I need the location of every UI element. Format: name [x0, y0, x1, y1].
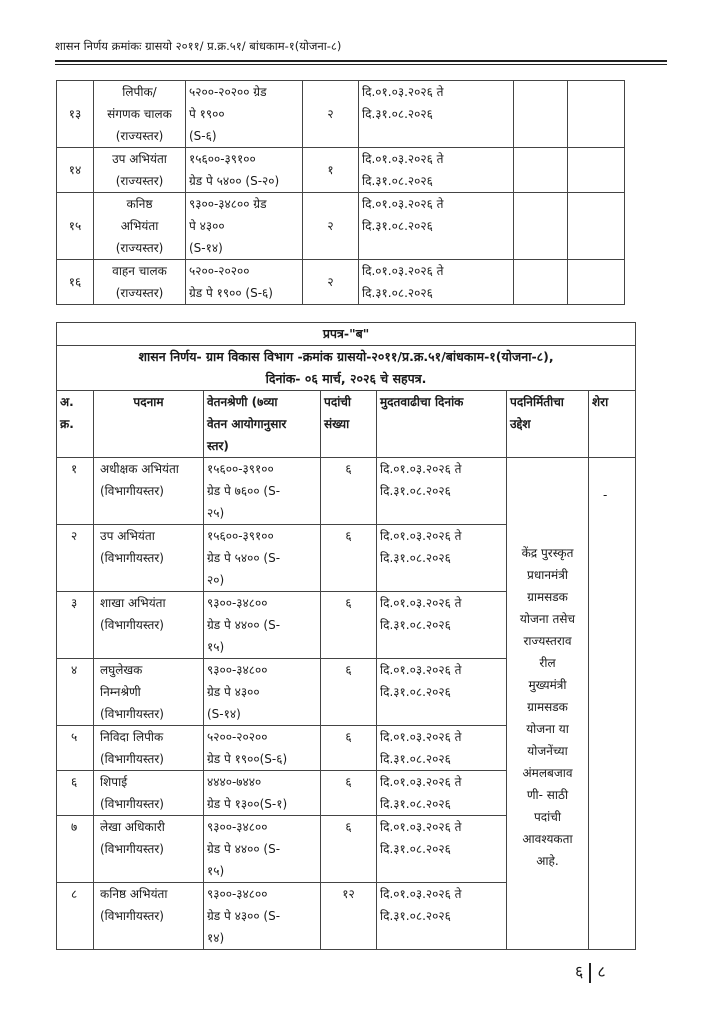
- post-name-cell-line: संगणक चालक: [107, 107, 172, 121]
- extension-period-cell-line: दि.३१.०८.२०२६: [380, 618, 451, 632]
- col-header-count-line: पदांची: [324, 395, 352, 409]
- header-rule-thin: [55, 64, 667, 65]
- extension-period-cell: [377, 525, 507, 592]
- pay-scale-cell: [204, 726, 321, 771]
- pay-scale-cell-line: (S-१४): [207, 707, 241, 721]
- post-name-cell-line: (विभागीयस्तर): [100, 842, 164, 856]
- purpose-cell-line: अंमलबजाव: [522, 765, 573, 780]
- post-name-cell-line: लिपीक/: [122, 85, 157, 99]
- post-name-cell-line: कनिष्ठ अभियंता: [100, 887, 168, 901]
- extension-period-cell-line: दि.०१.०३.२०२६ ते: [380, 529, 462, 543]
- purpose-cell: [514, 81, 568, 148]
- post-name-cell-line: (विभागीयस्तर): [100, 707, 164, 721]
- pay-scale-cell-line: ग्रेड पे ४३००: [207, 685, 260, 699]
- post-count-cell: ६: [321, 659, 377, 726]
- post-name-cell-line: (राज्यस्तर): [115, 174, 164, 188]
- serial-cell: ३: [57, 592, 94, 659]
- pay-scale-cell-line: ९३००-३४८००: [207, 596, 268, 610]
- post-name-cell-line: लघुलेखक: [100, 663, 143, 677]
- pay-scale-cell: [204, 816, 321, 883]
- annexure-subheading: [57, 346, 636, 391]
- extension-period-cell: [377, 659, 507, 726]
- pay-scale-cell: [204, 883, 321, 950]
- page-number: [575, 960, 606, 983]
- post-count-cell: २: [303, 260, 359, 305]
- pay-scale-cell-line: ५२००-२०२०० ग्रेड: [189, 85, 267, 99]
- purpose-cell: [514, 260, 568, 305]
- post-count-cell: २: [303, 193, 359, 260]
- col-header-purpose: [507, 391, 589, 458]
- post-name-cell: [94, 816, 204, 883]
- pay-scale-cell-line: ग्रेड पे १९०० (S-६): [189, 286, 273, 300]
- post-name-cell: [94, 525, 204, 592]
- extension-period-cell: [359, 260, 514, 305]
- extension-period-cell-line: दि.०१.०३.२०२६ ते: [362, 264, 444, 278]
- post-name-cell: [94, 726, 204, 771]
- pay-scale-cell-line: ५२००-२०२००: [189, 264, 250, 278]
- col-header-remarks: शेरा: [589, 391, 636, 458]
- remarks-cell: [568, 81, 625, 148]
- serial-cell: १४: [57, 148, 94, 193]
- header-rule-thick: [55, 60, 667, 62]
- remarks-cell: -: [589, 458, 636, 950]
- post-count-cell: १: [303, 148, 359, 193]
- post-name-cell-line: शाखा अभियंता: [100, 596, 166, 610]
- pay-scale-cell-line: पे १९००: [189, 107, 225, 121]
- purpose-cell-line: पदांची: [533, 809, 562, 824]
- pay-scale-cell-line: ग्रेड पे ५४०० (S-: [207, 551, 281, 565]
- post-count-cell: ६: [321, 771, 377, 816]
- purpose-cell-line: रील: [539, 655, 556, 670]
- pay-scale-cell-line: ग्रेड पे ७६०० (S-: [207, 484, 281, 498]
- post-count-cell: ६: [321, 525, 377, 592]
- serial-cell: ६: [57, 771, 94, 816]
- extension-period-cell-line: दि.०१.०३.२०२६ ते: [380, 820, 462, 834]
- table-row: [57, 148, 625, 193]
- col-header-extension-date: मुदतवाढीचा दिनांक: [377, 391, 507, 458]
- post-name-cell-line: (विभागीयस्तर): [100, 797, 164, 811]
- pay-scale-cell-line: ९३००-३४८००: [207, 663, 268, 677]
- remarks-cell: [568, 193, 625, 260]
- extension-period-cell: [359, 81, 514, 148]
- extension-period-cell: [377, 726, 507, 771]
- post-count-cell: ६: [321, 592, 377, 659]
- post-name-cell: [94, 659, 204, 726]
- post-name-cell: [94, 148, 186, 193]
- extension-period-cell-line: दि.३१.०८.२०२६: [380, 752, 451, 766]
- serial-cell: १५: [57, 193, 94, 260]
- post-count-cell: ६: [321, 726, 377, 771]
- extension-period-cell-line: दि.३१.०८.२०२६: [380, 685, 451, 699]
- post-name-cell-line: (विभागीयस्तर): [100, 618, 164, 632]
- serial-cell: १३: [57, 81, 94, 148]
- pay-scale-cell-line: पे ४३००: [189, 219, 225, 233]
- post-name-cell: [94, 458, 204, 525]
- extension-period-cell-line: दि.३१.०८.२०२६: [362, 107, 433, 121]
- extension-period-cell-line: दि.०१.०३.२०२६ ते: [362, 197, 444, 211]
- annexure-b-table: [56, 322, 636, 950]
- purpose-cell-line: आहे.: [536, 853, 559, 868]
- pay-scale-cell-line: ५२००-२०२००: [207, 730, 268, 744]
- table-row: [57, 81, 625, 148]
- post-name-cell: [94, 81, 186, 148]
- table-row: [57, 260, 625, 305]
- col-header-pay-line: स्तर): [207, 439, 229, 453]
- serial-cell: ७: [57, 816, 94, 883]
- pay-scale-cell-line: ९३००-३४८००: [207, 820, 268, 834]
- post-name-cell-line: शिपाई: [100, 775, 128, 789]
- extension-period-cell: [359, 193, 514, 260]
- extension-period-cell: [377, 816, 507, 883]
- col-header-pay-line: वेतन आयोगानुसार: [207, 417, 287, 431]
- purpose-cell-line: आवश्यकता: [522, 831, 573, 846]
- extension-period-cell-line: दि.०१.०३.२०२६ ते: [380, 462, 462, 476]
- pay-scale-cell-line: ग्रेड पे १३००(S-१): [207, 797, 288, 811]
- col-header-post: पदनाम: [94, 391, 204, 458]
- purpose-cell: [514, 148, 568, 193]
- col-header-count-line: संख्या: [324, 417, 350, 431]
- pay-scale-cell-line: ४४४०-७४४०: [207, 775, 262, 789]
- serial-cell: ४: [57, 659, 94, 726]
- pay-scale-cell: [186, 81, 303, 148]
- post-name-cell-line: लेखा अधिकारी: [100, 820, 165, 834]
- post-name-cell-line: अभियंता: [120, 219, 159, 233]
- post-name-cell: [94, 771, 204, 816]
- pay-scale-cell-line: ९३००-३४८००: [207, 887, 268, 901]
- post-name-cell-line: निविदा लिपीक: [100, 730, 164, 744]
- extension-period-cell-line: दि.३१.०८.२०२६: [362, 286, 433, 300]
- purpose-cell: [507, 458, 589, 950]
- col-header-serial: [57, 391, 94, 458]
- annexure-subheading-line-2: दिनांक- ०६ मार्च, २०२६ चे सहपत्र.: [265, 371, 427, 386]
- post-count-cell: २: [303, 81, 359, 148]
- post-name-cell: [94, 883, 204, 950]
- extension-period-cell-line: दि.०१.०३.२०२६ ते: [380, 775, 462, 789]
- col-header-purpose-line: उद्देश: [510, 417, 531, 431]
- pay-scale-cell: [186, 193, 303, 260]
- remarks-cell: [568, 260, 625, 305]
- pay-scale-cell-line: १५): [207, 640, 225, 654]
- pay-scale-cell-line: २०): [207, 573, 225, 587]
- post-count-cell: १२: [321, 883, 377, 950]
- purpose-cell-line: मुख्यमंत्री: [528, 677, 567, 692]
- page-total: ८: [597, 962, 606, 981]
- post-count-cell: ६: [321, 816, 377, 883]
- col-header-pay-line: वेतनश्रेणी (७व्या: [207, 395, 278, 409]
- extension-period-cell-line: दि.०१.०३.२०२६ ते: [380, 596, 462, 610]
- post-name-cell-line: (राज्यस्तर): [115, 241, 164, 255]
- pay-scale-cell-line: १५६००-३९१००: [189, 152, 256, 166]
- remarks-cell: [568, 148, 625, 193]
- extension-period-cell: [377, 458, 507, 525]
- post-name-cell-line: (विभागीयस्तर): [100, 484, 164, 498]
- extension-period-cell-line: दि.३१.०८.२०२६: [362, 174, 433, 188]
- extension-period-cell: [377, 592, 507, 659]
- post-name-cell: [94, 592, 204, 659]
- extension-period-cell: [359, 148, 514, 193]
- post-name-cell-line: कनिष्ठ: [126, 197, 153, 211]
- extension-period-cell-line: दि.०१.०३.२०२६ ते: [362, 152, 444, 166]
- pay-scale-cell: [204, 458, 321, 525]
- serial-cell: १: [57, 458, 94, 525]
- pay-scale-cell: [186, 260, 303, 305]
- pay-scale-cell: [186, 148, 303, 193]
- annexure-subheading-line-1: शासन निर्णय- ग्राम विकास विभाग -क्रमांक ग्रासयो-२०११/प्र.क्र.५१/बांधकाम-१(योजना-८),: [138, 349, 554, 364]
- purpose-cell-line: योजना तसेच: [519, 611, 576, 626]
- extension-period-cell-line: दि.३१.०८.२०२६: [380, 797, 451, 811]
- pay-scale-cell-line: १५६००-३९१००: [207, 462, 274, 476]
- purpose-cell-line: केंद्र पुरस्कृत: [521, 545, 574, 560]
- serial-cell: २: [57, 525, 94, 592]
- post-name-cell-line: (राज्यस्तर): [115, 286, 164, 300]
- serial-cell: १६: [57, 260, 94, 305]
- col-header-serial-line: अ.: [60, 395, 74, 409]
- post-name-cell-line: वाहन चालक: [112, 264, 167, 278]
- pay-scale-cell-line: ग्रेड पे १९००(S-६): [207, 752, 288, 766]
- extension-period-cell-line: दि.३१.०८.२०२६: [362, 219, 433, 233]
- post-name-cell-line: (राज्यस्तर): [115, 129, 164, 143]
- extension-period-cell-line: दि.३१.०८.२०२६: [380, 842, 451, 856]
- post-name-cell-line: निम्नश्रेणी: [100, 685, 141, 699]
- post-name-cell-line: (विभागीयस्तर): [100, 909, 164, 923]
- purpose-cell-line: ग्रामसडक: [527, 699, 568, 714]
- col-header-post-count: [321, 391, 377, 458]
- purpose-cell-line: प्रधानमंत्री: [527, 567, 568, 582]
- col-header-purpose-line: पदनिर्मितीचा: [510, 395, 564, 409]
- extension-period-cell-line: दि.०१.०३.२०२६ ते: [380, 887, 462, 901]
- post-name-cell-line: उप अभियंता: [112, 152, 167, 166]
- post-name-cell-line: (विभागीयस्तर): [100, 752, 164, 766]
- pay-scale-cell-line: ग्रेड पे ४४०० (S-: [207, 842, 281, 856]
- extension-period-cell: [377, 883, 507, 950]
- post-name-cell: [94, 193, 186, 260]
- post-name-cell: [94, 260, 186, 305]
- pay-scale-cell: [204, 525, 321, 592]
- post-name-cell-line: उप अभियंता: [100, 529, 155, 543]
- pay-scale-cell-line: ग्रेड पे ५४०० (S-२०): [189, 174, 280, 188]
- post-count-cell: ६: [321, 458, 377, 525]
- purpose-cell-line: योजनेंच्या: [527, 743, 568, 758]
- extension-period-cell: [377, 771, 507, 816]
- pay-scale-cell-line: (S-१४): [189, 241, 223, 255]
- pay-scale-cell-line: ग्रेड पे ४३०० (S-: [207, 909, 281, 923]
- extension-period-cell-line: दि.०१.०३.२०२६ ते: [380, 730, 462, 744]
- annexure-heading: प्रपत्र-"ब": [57, 323, 636, 346]
- pay-scale-cell-line: (S-६): [189, 129, 217, 143]
- purpose-cell-line: योजना या: [526, 721, 569, 736]
- table-row: [57, 458, 636, 525]
- post-name-cell-line: अधीक्षक अभियंता: [100, 462, 179, 476]
- col-header-serial-line: क्र.: [60, 417, 74, 431]
- page-separator: [589, 963, 591, 983]
- pay-scale-cell-line: २५): [207, 506, 225, 520]
- pay-scale-cell-line: ग्रेड पे ४४०० (S-: [207, 618, 281, 632]
- continued-post-table: [56, 80, 625, 305]
- document-header: शासन निर्णय क्रमांकः ग्रासयो २०११/ प्र.क्र.५१/ बांधकाम-१(योजना-८): [55, 39, 342, 53]
- extension-period-cell-line: दि.३१.०८.२०२६: [380, 484, 451, 498]
- table-row: [57, 193, 625, 260]
- extension-period-cell-line: दि.३१.०८.२०२६: [380, 909, 451, 923]
- pay-scale-cell: [204, 659, 321, 726]
- serial-cell: ५: [57, 726, 94, 771]
- serial-cell: ८: [57, 883, 94, 950]
- post-name-cell-line: (विभागीयस्तर): [100, 551, 164, 565]
- purpose-cell-line: णी- साठी: [526, 787, 569, 802]
- extension-period-cell-line: दि.०१.०३.२०२६ ते: [362, 85, 444, 99]
- pay-scale-cell-line: १४): [207, 931, 225, 945]
- pay-scale-cell: [204, 771, 321, 816]
- pay-scale-cell-line: १५): [207, 864, 225, 878]
- purpose-cell: [514, 193, 568, 260]
- pay-scale-cell: [204, 592, 321, 659]
- page-current: ६: [575, 962, 584, 981]
- pay-scale-cell-line: ९३००-३४८०० ग्रेड: [189, 197, 267, 211]
- purpose-cell-line: ग्रामसडक: [527, 589, 568, 604]
- purpose-cell-line: राज्यस्तराव: [523, 633, 572, 648]
- pay-scale-cell-line: १५६००-३९१००: [207, 529, 274, 543]
- extension-period-cell-line: दि.०१.०३.२०२६ ते: [380, 663, 462, 677]
- extension-period-cell-line: दि.३१.०८.२०२६: [380, 551, 451, 565]
- col-header-pay-scale: [204, 391, 321, 458]
